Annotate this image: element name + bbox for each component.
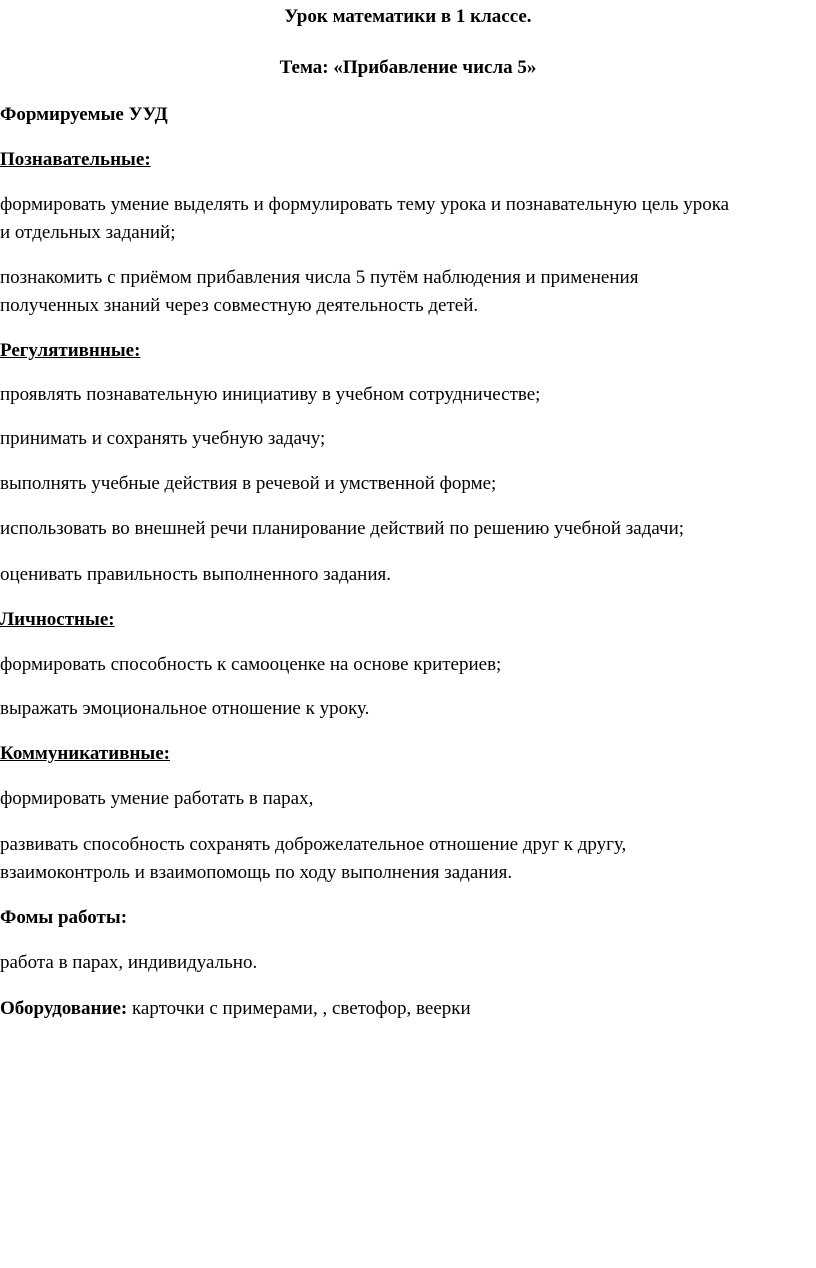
uud-heading: Формируемые УУД bbox=[0, 104, 168, 125]
regulative-heading: Регулятивнные: bbox=[0, 340, 141, 361]
forms-text: работа в парах, индивидуально. bbox=[0, 952, 258, 973]
equipment-text: карточки с примерами, , светофор, веерки bbox=[127, 998, 471, 1019]
regulative-item-2: принимать и сохранять учебную задачу; bbox=[0, 428, 326, 449]
lesson-title: Урок математики в 1 классе. bbox=[284, 6, 532, 27]
cognitive-item-1-line-2: и отдельных заданий; bbox=[0, 222, 176, 243]
cognitive-item-2-line-1: познакомить с приёмом прибавления числа 5 путём наблюдения и применения bbox=[0, 267, 639, 288]
communicative-item-2-line-1: развивать способность сохранять доброжелательное отношение друг к другу, bbox=[0, 834, 627, 855]
regulative-item-5: оценивать правильность выполненного задания. bbox=[0, 564, 392, 585]
regulative-item-3: выполнять учебные действия в речевой и умственной форме; bbox=[0, 473, 497, 494]
cognitive-heading: Познавательные: bbox=[0, 149, 151, 170]
regulative-item-4: использовать во внешней речи планирование действий по решению учебной задачи; bbox=[0, 518, 685, 539]
lesson-topic: Тема: «Прибавление числа 5» bbox=[279, 57, 537, 78]
communicative-item-1: формировать умение работать в парах, bbox=[0, 788, 314, 809]
communicative-heading: Коммуникативные: bbox=[0, 743, 170, 764]
cognitive-item-1-line-1: формировать умение выделять и формулировать тему урока и познавательную цель урока bbox=[0, 194, 730, 215]
personal-item-1: формировать способность к самооценке на основе критериев; bbox=[0, 654, 502, 675]
equipment-line bbox=[0, 994, 471, 1023]
regulative-item-1: проявлять познавательную инициативу в учебном сотрудничестве; bbox=[0, 384, 541, 405]
communicative-item-2-line-2: взаимоконтроль и взаимопомощь по ходу выполнения задания. bbox=[0, 862, 513, 883]
cognitive-item-2-line-2: полученных знаний через совместную деятельность детей. bbox=[0, 295, 479, 316]
personal-item-2: выражать эмоциональное отношение к уроку. bbox=[0, 698, 370, 719]
personal-heading: Личностные: bbox=[0, 609, 115, 630]
forms-heading: Фомы работы: bbox=[0, 907, 128, 928]
equipment-label: Оборудование: bbox=[0, 998, 128, 1019]
